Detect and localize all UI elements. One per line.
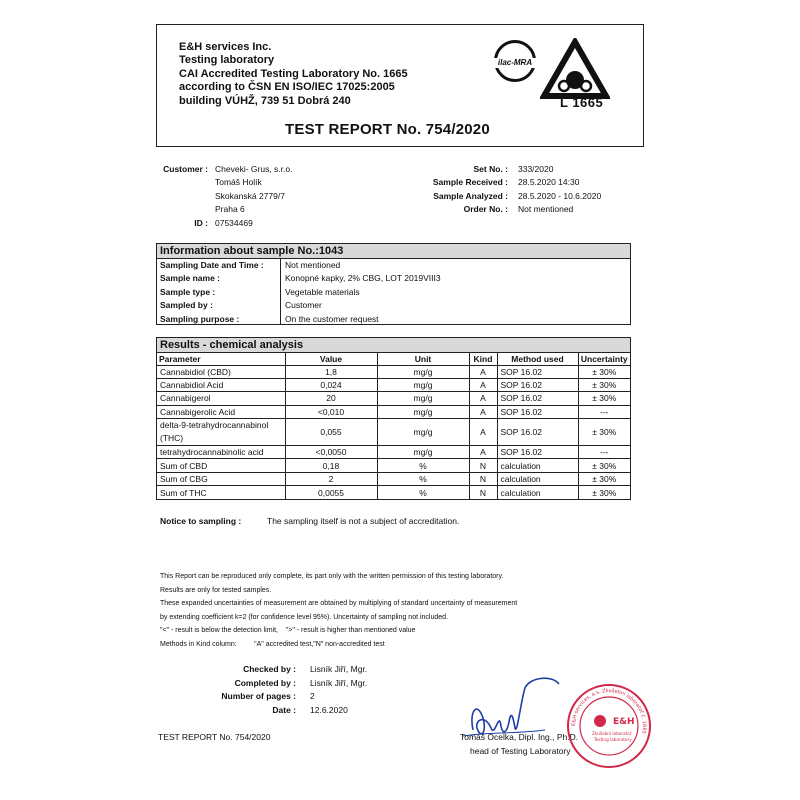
date-label: Date :	[272, 704, 296, 715]
sample-row: Sample name : Konopné kapky, 2% CBG, LOT 2019VIII3	[160, 273, 441, 284]
checked-by-value: Lisník Jiří, Mgr.	[310, 664, 368, 674]
completed-by-label: Completed by :	[234, 677, 296, 688]
method-cell: SOP 16.02	[497, 378, 578, 391]
uncertainty-cell: ± 30%	[578, 378, 630, 391]
value-cell: <0,010	[285, 405, 377, 418]
kind-cell: N	[469, 486, 497, 499]
method-cell: calculation	[497, 486, 578, 499]
unit-cell: mg/g	[377, 365, 469, 378]
kind-cell: N	[469, 459, 497, 472]
kind-cell: A	[469, 446, 497, 459]
kind-cell: A	[469, 419, 497, 446]
cai-code: L 1665	[560, 95, 604, 110]
lab-address: building VÚHŽ, 739 51 Dobrá 240	[179, 94, 351, 107]
uncertainty-cell: ± 30%	[578, 419, 630, 446]
set-no-value: 333/2020	[518, 164, 554, 174]
sample-row: Sampled by : Customer	[160, 300, 322, 311]
notice-label: Notice to sampling :	[160, 516, 242, 526]
results-row	[157, 459, 630, 472]
customer-block	[158, 163, 408, 233]
uncertainty-cell: ---	[578, 405, 630, 418]
svg-text:Zkušební laboratoř: Zkušební laboratoř	[592, 731, 632, 736]
customer-city: Praha 6	[215, 204, 245, 215]
analyzed-label: Sample Analyzed :	[433, 190, 508, 201]
kind-cell: N	[469, 472, 497, 485]
received-label: Sample Received :	[432, 177, 508, 188]
parameter-cell: Cannabigerol	[157, 392, 285, 405]
parameter-cell: Cannabigerolic Acid	[157, 405, 285, 418]
unit-cell: mg/g	[377, 405, 469, 418]
parameter-cell: Sum of CBD	[157, 459, 285, 472]
col-value: Value	[285, 353, 377, 365]
col-kind: Kind	[469, 353, 497, 365]
value-cell: <0,0050	[285, 446, 377, 459]
customer-label: Customer :	[163, 164, 208, 174]
results-row	[157, 486, 630, 499]
results-row	[157, 392, 630, 405]
results-row	[157, 419, 630, 446]
value-cell: 1,8	[285, 365, 377, 378]
results-header-row	[157, 353, 630, 365]
signoff-block	[156, 663, 456, 723]
uncertainty-cell: ± 30%	[578, 459, 630, 472]
lab-name: E&H services Inc.	[179, 41, 272, 53]
uncertainty-cell: ---	[578, 446, 630, 459]
svg-text:Testing laboratory: Testing laboratory	[594, 737, 632, 742]
results-title: Results - chemical analysis	[157, 338, 630, 353]
kind-cell: A	[469, 405, 497, 418]
completed-by-value: Lisník Jiří, Mgr.	[310, 677, 368, 688]
notice-text: The sampling itself is not a subject of accreditation.	[267, 516, 460, 526]
fine-print-line: This Report can be reproduced only complete, its part only with the written permission of this testing laboratory.	[160, 573, 504, 580]
fine-print-line: Results are only for tested samples.	[160, 586, 272, 594]
sample-info-title: Information about sample No.:1043	[157, 244, 630, 259]
kind-cell: A	[469, 378, 497, 391]
received-value: 28.5.2020 14:30	[518, 177, 580, 188]
method-cell: SOP 16.02	[497, 365, 578, 378]
pages-value: 2	[310, 691, 315, 701]
parameter-cell: delta-9-tetrahydrocannabinol (THC)	[157, 419, 285, 446]
signer-role: head of Testing Laboratory	[470, 745, 571, 756]
ilac-mra-logo: ilac-MRA	[490, 40, 540, 82]
date-value: 12.6.2020	[310, 704, 348, 715]
fine-print-line: "<" - result is below the detection limit, ">" - result is higher than mentioned value	[160, 627, 416, 634]
sample-row: Sampling purpose : On the customer request	[160, 313, 379, 324]
set-no-label: Set No. :	[473, 164, 508, 174]
unit-cell: %	[377, 472, 469, 485]
results-table	[157, 353, 630, 499]
unit-cell: mg/g	[377, 446, 469, 459]
fine-print-line: by extending coefficient k=2 (for confidence level 95%). Uncertainty of sampling not included.	[160, 613, 449, 621]
uncertainty-cell: ± 30%	[578, 472, 630, 485]
value-cell: 2	[285, 472, 377, 485]
value-cell: 0,0055	[285, 486, 377, 499]
svg-text:E&H services, a.s. Zkušební la: E&H services, a.s. Zkušební laboratoř č. 1665	[570, 687, 648, 735]
fine-print-line: Methods in Kind column: "A" accredited test,"N" non-accredited test	[160, 640, 385, 648]
method-cell: SOP 16.02	[497, 446, 578, 459]
method-cell: calculation	[497, 472, 578, 485]
sample-row: Sampling Date and Time : Not mentioned	[160, 260, 341, 270]
order-no-label: Order No. :	[463, 204, 508, 215]
signer-name: Tomáš Ocelka, Dipl. Ing., Ph.D.	[460, 732, 579, 742]
uncertainty-cell: ± 30%	[578, 392, 630, 405]
results-row	[157, 446, 630, 459]
signer-block	[460, 731, 578, 758]
value-cell: 0,18	[285, 459, 377, 472]
method-cell: SOP 16.02	[497, 392, 578, 405]
order-no-value: Not mentioned	[518, 204, 574, 215]
lab-accreditation: CAI Accredited Testing Laboratory No. 1665	[179, 67, 408, 80]
col-uncertainty: Uncertainty	[578, 353, 630, 365]
id-label: ID :	[194, 217, 208, 228]
results-section	[156, 337, 631, 500]
sample-row: Sample type : Vegetable materials	[160, 286, 360, 297]
report-title: TEST REPORT No. 754/2020	[285, 121, 490, 138]
value-cell: 20	[285, 392, 377, 405]
pages-label: Number of pages :	[221, 691, 296, 701]
results-row	[157, 472, 630, 485]
fine-print-line: These expanded uncertainties of measurement are obtained by multiplying of standard uncertainty of measurement	[160, 600, 518, 607]
parameter-cell: tetrahydrocannabinolic acid	[157, 446, 285, 459]
analyzed-value: 28.5.2020 - 10.6.2020	[518, 190, 602, 201]
value-cell: 0,055	[285, 419, 377, 446]
parameter-cell: Cannabidiol Acid	[157, 378, 285, 391]
value-cell: 0,024	[285, 378, 377, 391]
customer-street: Skokanská 2779/7	[215, 190, 285, 201]
parameter-cell: Sum of CBG	[157, 472, 285, 485]
unit-cell: mg/g	[377, 392, 469, 405]
results-row	[157, 405, 630, 418]
sample-info-section	[156, 243, 631, 325]
col-parameter: Parameter	[157, 353, 285, 365]
customer-name: Cheveki- Grus, s.r.o.	[215, 164, 293, 174]
id-value: 07534469	[215, 217, 253, 228]
svg-text:E&H: E&H	[613, 717, 635, 727]
checked-by-label: Checked by :	[243, 664, 296, 674]
laboratory-stamp	[566, 683, 652, 769]
uncertainty-cell: ± 30%	[578, 365, 630, 378]
parameter-cell: Sum of THC	[160, 487, 207, 498]
order-block	[400, 163, 640, 223]
customer-contact: Tomáš Holík	[215, 177, 262, 188]
method-cell: calculation	[497, 459, 578, 472]
unit-cell: mg/g	[377, 378, 469, 391]
kind-cell: A	[469, 392, 497, 405]
kind-cell: A	[469, 365, 497, 378]
uncertainty-cell: ± 30%	[578, 486, 630, 499]
col-unit: Unit	[377, 353, 469, 365]
col-method: Method used	[497, 353, 578, 365]
results-row	[157, 365, 630, 378]
unit-cell: %	[377, 486, 469, 499]
lab-standard: according to ČSN EN ISO/IEC 17025:2005	[179, 81, 395, 94]
method-cell: SOP 16.02	[497, 405, 578, 418]
unit-cell: %	[377, 459, 469, 472]
parameter-cell: Cannabidiol (CBD)	[157, 365, 285, 378]
lab-type: Testing laboratory	[179, 54, 275, 67]
lab-details	[179, 41, 408, 108]
results-row	[157, 378, 630, 391]
method-cell: SOP 16.02	[497, 419, 578, 446]
fine-print	[160, 570, 517, 651]
unit-cell: mg/g	[377, 419, 469, 446]
footer-report-number: TEST REPORT No. 754/2020	[158, 732, 271, 742]
